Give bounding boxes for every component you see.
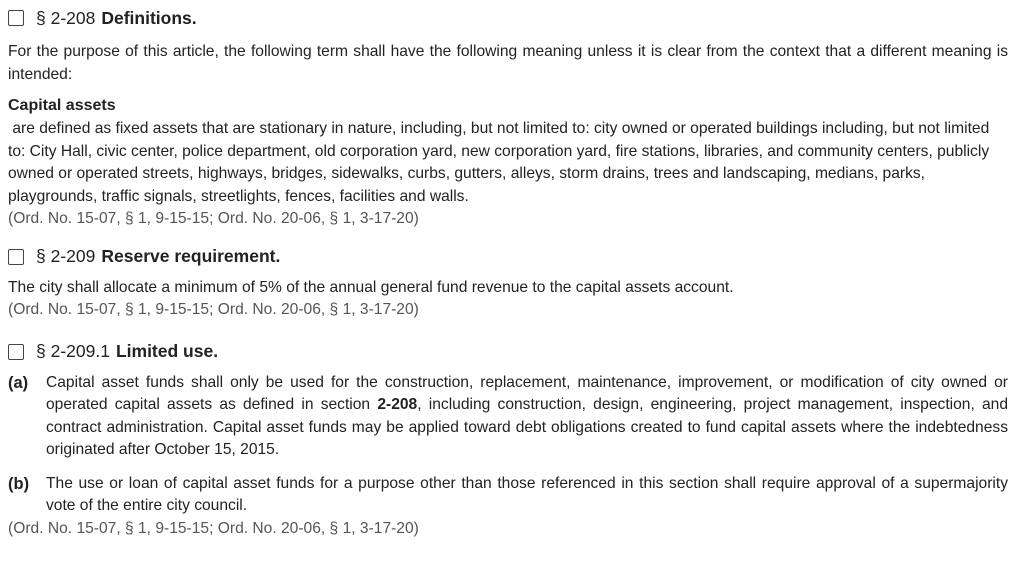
intro-paragraph: For the purpose of this article, the following term shall have the following meaning unless it is clear from the context that a different meaning is intended: [8,43,1008,83]
list-item-a [8,372,1008,462]
item-text: The use or loan of capital asset funds for a purpose other than those referenced in this section shall require approval of a supermajority vote of the entire city council. [46,474,1008,514]
section-title: Definitions. [101,7,197,28]
section-2-209 [0,231,1022,322]
definition-term: Capital assets [8,97,116,114]
section-checkbox[interactable] [8,344,24,360]
section-2-209-1 [0,322,1022,541]
item-text: Capital asset funds shall only be used for the construction, replacement, maintenance, improvement, or modification of city owned or operated capital assets as defined in section 2-208, including construction, design, engineering, project management, inspection, and contract administration. Capital asset funds may be applied toward debt obligations created to fund capital assets where the indebtedness originated after October 15, 2015. [46,373,1009,458]
section-checkbox[interactable] [8,10,24,26]
section-heading [8,244,1008,270]
section-2-208 [0,0,1022,231]
section-number: § 2-209 [36,246,96,266]
section-title: Limited use. [115,341,219,361]
section-body: The city shall allocate a minimum of 5% of the annual general fund revenue to the capital assets account. [8,278,734,296]
item-label: (a) [8,373,29,392]
section-number: § 2-209.1 [36,341,110,361]
section-heading [8,5,1008,31]
section-reference-link[interactable]: 2-208 [377,396,418,413]
definition-text: are defined as fixed assets that are stationary in nature, including, but not limited to: city owned or operated buildings including, but not limited to: City Hall, civic center, police department, old corporation yard, new corporation yard, fire stations, libraries, and community centers, publicly owned or operated streets, highways, bridges, sidewalks, curbs, gutters, alleys, storm drains, trees and landscaping, medians, parks, playgrounds, traffic signals, streetlights, fences, facilities and walls. [8,120,990,205]
history-note: (Ord. No. 15-07, § 1, 9-15-15; Ord. No. 20-06, § 1, 3-17-20) [8,519,419,537]
history-note: (Ord. No. 15-07, § 1, 9-15-15; Ord. No. 20-06, § 1, 3-17-20) [8,301,419,318]
section-number: § 2-208 [36,7,96,28]
history-note: (Ord. No. 15-07, § 1, 9-15-15; Ord. No. 20-06, § 1, 3-17-20) [8,210,419,227]
section-title: Reserve requirement. [101,246,281,266]
section-heading [8,339,1008,365]
section-checkbox[interactable] [8,249,24,265]
list-item-b [8,473,1008,518]
item-label: (b) [8,474,30,493]
